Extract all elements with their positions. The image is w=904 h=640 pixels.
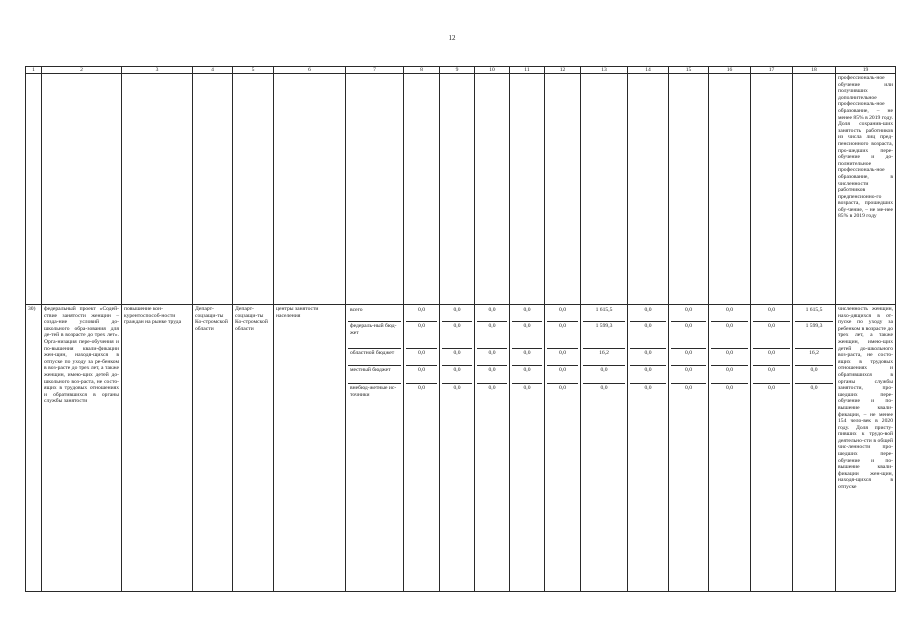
column-header: 17 (751, 67, 793, 74)
value-cell: 0,0 (630, 306, 666, 322)
value-column (510, 305, 545, 592)
value-cell: 0,0 (768, 385, 775, 391)
funding-source-label: всего (348, 306, 401, 322)
value-cell: 0,0 (810, 385, 818, 391)
value-cell: 0,0 (671, 366, 706, 384)
column-header: 13 (581, 67, 628, 74)
table-cell (42, 74, 122, 305)
value-column (751, 305, 793, 592)
value-cell: 0,0 (442, 366, 472, 384)
value-column (475, 305, 510, 592)
value-column (628, 305, 669, 592)
value-cell: 0,0 (630, 366, 666, 384)
value-cell: 0,0 (547, 366, 578, 384)
value-column (440, 305, 475, 592)
value-cell: 0,0 (523, 385, 531, 391)
column-header: 19 (836, 67, 896, 74)
value-cell: 0,0 (512, 306, 542, 322)
value-cell: 0,0 (406, 366, 437, 384)
value-cell: 0,0 (477, 366, 507, 384)
table-cell (26, 74, 42, 305)
funding-sources (346, 305, 404, 592)
column-header: 3 (122, 67, 193, 74)
value-cell: 1 615,5 (795, 306, 833, 322)
value-cell: 0,0 (442, 322, 472, 349)
value-cell: 0,0 (547, 322, 578, 349)
column-header: 14 (628, 67, 669, 74)
value-cell: 0,0 (644, 385, 652, 391)
value-cell: 0,0 (442, 349, 472, 366)
value-cell: 0,0 (406, 349, 437, 366)
value-cell: 0,0 (711, 349, 748, 366)
value-cell: 0,0 (418, 385, 425, 391)
column-header: 6 (274, 67, 346, 74)
column-header: 5 (233, 67, 274, 74)
value-cell: 0,0 (477, 306, 507, 322)
value-cell: 0,0 (671, 349, 706, 366)
column-header: 12 (545, 67, 581, 74)
value-cell: 0,0 (630, 349, 666, 366)
value-cell: 0,0 (753, 322, 790, 349)
table-cell (404, 74, 440, 305)
column-header: 11 (510, 67, 545, 74)
row-number: 30) (26, 305, 42, 592)
table-cell (751, 74, 793, 305)
column-header: 7 (346, 67, 404, 74)
value-cell: 0,0 (726, 385, 733, 391)
table-cell (669, 74, 709, 305)
table-row-continuation (26, 74, 896, 305)
value-cell: 0,0 (753, 366, 790, 384)
value-cell: 0,0 (711, 322, 748, 349)
value-cell: 1 599,3 (795, 322, 833, 349)
value-cell: 0,0 (406, 306, 437, 322)
table-cell (510, 74, 545, 305)
column-header: 15 (669, 67, 709, 74)
column-header: 18 (793, 67, 836, 74)
page-number: 12 (448, 34, 456, 42)
table-cell (274, 74, 346, 305)
value-cell: 16,2 (795, 349, 833, 366)
value-cell: 0,0 (795, 366, 833, 384)
funding-source-label: федераль-ный бюд-жет (348, 322, 401, 349)
table-cell (793, 74, 836, 305)
value-cell: 0,0 (512, 322, 542, 349)
value-cell: 0,0 (477, 349, 507, 366)
value-column (669, 305, 709, 592)
column-header: 16 (709, 67, 751, 74)
value-cell: 0,0 (671, 322, 706, 349)
event-goal: повышение кон-курентоспособ-ности граждан на рынке труда (122, 305, 193, 592)
value-cell: 1 599,3 (583, 322, 625, 349)
value-cell: 0,0 (583, 366, 625, 384)
table-cell (545, 74, 581, 305)
table-cell (628, 74, 669, 305)
column-header: 1 (26, 67, 42, 74)
column-header: 4 (193, 67, 233, 74)
value-cell: 0,0 (453, 385, 461, 391)
value-column (793, 305, 836, 592)
value-cell: 0,0 (559, 385, 566, 391)
value-cell: 0,0 (600, 385, 608, 391)
value-cell: 0,0 (477, 322, 507, 349)
value-cell: 0,0 (512, 349, 542, 366)
value-cell: 0,0 (753, 349, 790, 366)
column-header: 10 (475, 67, 510, 74)
value-cell: 0,0 (547, 306, 578, 322)
table-row-30 (26, 305, 896, 592)
value-cell: 0,0 (488, 385, 496, 391)
value-cell: 0,0 (547, 349, 578, 366)
funding-source-label: местный бюджет (348, 366, 401, 384)
table-cell (233, 74, 274, 305)
value-cell: 0,0 (711, 366, 748, 384)
value-cell: 1 615,5 (583, 306, 625, 322)
event-name: федеральный проект «Содей-ствие занятости женщин – созда-ние условий до-школьного обра-зования для де-тей в возрасте до трех лет». Орга-низация пере-обучения и по-вышения квали-фикации жен-щин, находя-щихся в отпуске по уходу за ре-бенком в воз-расте до трех лет, а также женщин, имею-щих детей до-школьного воз-раста, не состо-ящих в трудовых отношениях и обратившихся в органы службы занятости (42, 305, 122, 592)
value-column (545, 305, 581, 592)
value-cell: 0,0 (630, 322, 666, 349)
column-header: 8 (404, 67, 440, 74)
column-header: 9 (440, 67, 475, 74)
funding-source-label: областной бюджет (348, 349, 401, 366)
indicator-text: профессиональ-ное обучение или получивших дополнительное профессиональ-ное образование, – не менее 85% в 2019 году. Доля сохранив-ших занятость работников из числа лиц пред-пенсионного возраста, про-шедших пере-обучение и до-полнительное профессиональ-ное образование, в численности работников предпенсионно-го возраста, прошедших обу-чение, – не ме-нее 85% в 2019 году (836, 74, 896, 305)
value-column (581, 305, 628, 592)
table-cell (122, 74, 193, 305)
table-cell (709, 74, 751, 305)
value-cell: 16,2 (583, 349, 625, 366)
participant: центры занятости населения (274, 305, 346, 592)
value-cell: 0,0 (753, 306, 790, 322)
table-cell (475, 74, 510, 305)
value-cell: 0,0 (512, 366, 542, 384)
program-table (25, 66, 896, 592)
column-numbers-row (26, 67, 896, 74)
value-column (404, 305, 440, 592)
responsible-executor: Департ-соцзащи-ты Ко-стромской области (193, 305, 233, 592)
table-cell (193, 74, 233, 305)
value-cell: 0,0 (685, 385, 692, 391)
table-cell (440, 74, 475, 305)
table-cell (346, 74, 404, 305)
table-cell (581, 74, 628, 305)
indicator-text: численность женщин, нахо-дящихся в от-пуске по уходу за ребенком в возрасте до трех лет, а также женщин, имею-щих детей до-школьного воз-раста, не состо-ящих в трудовых отношениях и обратившихся в органы службы занятости, про-шедших пере-обучение и по-вышение квали-фикации, – не менее 154 чело-век в 2020 году. Доля присту-пивших к трудо-вой деятельно-сти в общей чис-ленности про-шедших пере-обучение и по-вышение квали-фикации жен-щин, находя-щихся в отпуске (836, 305, 896, 592)
column-header: 2 (42, 67, 122, 74)
funding-source-label: внебюд-жетные ис-точники (350, 385, 397, 398)
co-executor: Департ-соцзащи-ты Ко-стромской области (233, 305, 274, 592)
value-cell: 0,0 (406, 322, 437, 349)
value-column (709, 305, 751, 592)
value-cell: 0,0 (711, 306, 748, 322)
value-cell: 0,0 (671, 306, 706, 322)
value-cell: 0,0 (442, 306, 472, 322)
